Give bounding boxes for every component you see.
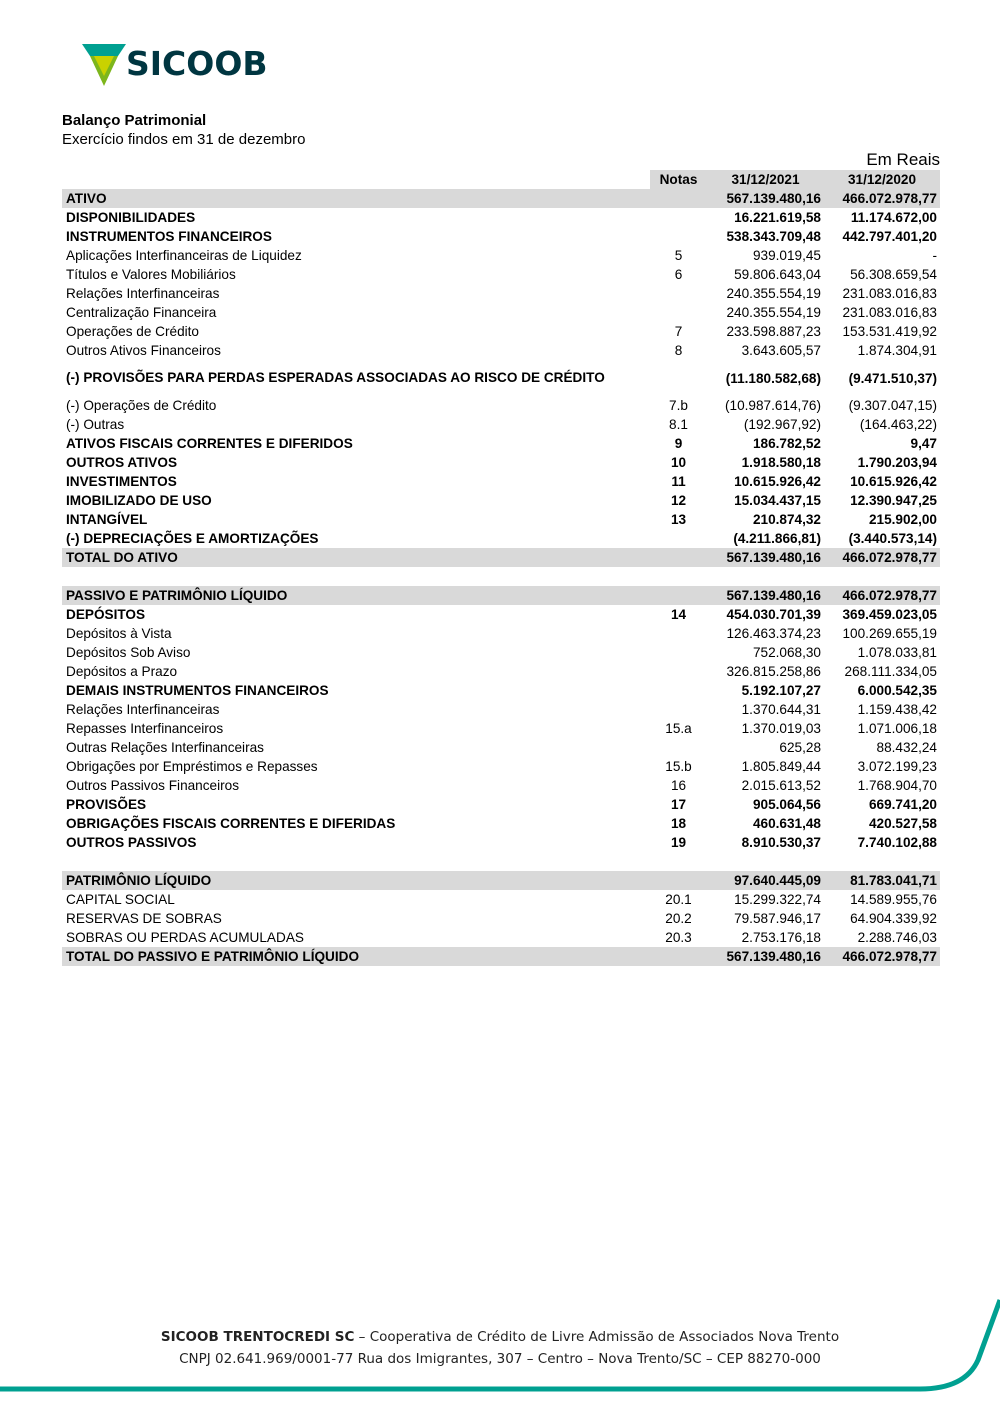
row-value-2020: 3.072.199,23 — [857, 759, 937, 774]
table-row — [62, 795, 940, 814]
row-label: OUTROS PASSIVOS — [66, 835, 197, 850]
row-label: Outras Relações Interfinanceiras — [66, 740, 264, 755]
row-notes — [650, 852, 707, 871]
document-title: Balanço Patrimonial — [62, 112, 207, 129]
table-row — [62, 303, 940, 322]
table-row — [62, 909, 940, 928]
row-value-2021: 79.587.946,17 — [734, 911, 821, 926]
row-value-2020: - — [932, 248, 937, 263]
table-row — [62, 227, 940, 246]
row-notes: 9 — [674, 436, 683, 451]
row-value-2020: 1.874.304,91 — [857, 343, 937, 358]
row-value-2021: 567.139.480,16 — [707, 548, 824, 567]
table-row — [62, 322, 940, 341]
row-label: Depósitos à Vista — [66, 626, 172, 641]
row-notes — [650, 643, 707, 662]
table-row — [62, 738, 940, 757]
row-value-2021: 2.015.613,52 — [741, 778, 821, 793]
row-label: PASSIVO E PATRIMÔNIO LÍQUIDO — [62, 586, 650, 605]
row-value-2020: 1.071.006,18 — [857, 721, 937, 736]
row-value-2021: 905.064,56 — [752, 797, 821, 812]
row-notes: 15.b — [665, 759, 692, 774]
row-value-2021: 939.019,45 — [752, 248, 821, 263]
row-notes: 7.b — [669, 398, 688, 413]
row-label: (-) PROVISÕES PARA PERDAS ESPERADAS ASSOCIADAS AO RISCO DE CRÉDITO — [66, 370, 605, 385]
row-notes — [650, 586, 707, 605]
row-label: Relações Interfinanceiras — [66, 286, 220, 301]
row-notes: 7 — [674, 324, 683, 339]
row-value-2020: 1.078.033,81 — [857, 645, 937, 660]
row-value-2020: 100.269.655,19 — [842, 626, 937, 641]
table-row — [62, 643, 940, 662]
row-notes: 8 — [674, 343, 683, 358]
table-row — [62, 548, 940, 567]
row-value-2021: 59.806.643,04 — [734, 267, 821, 282]
header-2020: 31/12/2020 — [824, 170, 940, 189]
table-row — [62, 415, 940, 434]
row-value-2020: 215.902,00 — [868, 512, 937, 527]
row-label: IMOBILIZADO DE USO — [66, 493, 212, 508]
table-row — [62, 510, 940, 529]
row-label: Operações de Crédito — [66, 324, 199, 339]
row-notes — [650, 662, 707, 681]
row-notes: 14 — [670, 607, 687, 622]
table-header-row — [62, 170, 940, 189]
row-notes — [650, 208, 707, 227]
row-value-2020: 153.531.419,92 — [842, 324, 937, 339]
footer-org-desc: – Cooperativa de Crédito de Livre Admissão de Associados Nova Trento — [354, 1329, 840, 1345]
row-value-2021: 538.343.709,48 — [726, 229, 821, 244]
row-notes — [650, 738, 707, 757]
row-notes: 20.2 — [665, 911, 692, 926]
row-label: OBRIGAÇÕES FISCAIS CORRENTES E DIFERIDAS — [66, 816, 396, 831]
row-label: PROVISÕES — [66, 797, 147, 812]
row-value-2021: 326.815.258,86 — [726, 664, 821, 679]
row-label: Depósitos Sob Aviso — [66, 645, 191, 660]
table-row — [62, 284, 940, 303]
row-notes — [650, 567, 707, 586]
row-notes — [650, 871, 707, 890]
row-label: (-) Operações de Crédito — [66, 398, 217, 413]
row-value-2020: 2.288.746,03 — [857, 930, 937, 945]
row-value-2021: 5.192.107,27 — [741, 683, 821, 698]
row-value-2020: 6.000.542,35 — [857, 683, 937, 698]
balance-sheet-table — [62, 170, 940, 966]
row-label: INTANGÍVEL — [66, 512, 148, 527]
table-row — [62, 947, 940, 966]
row-label: Outros Ativos Financeiros — [66, 343, 221, 358]
table-row — [62, 396, 940, 415]
row-label: INSTRUMENTOS FINANCEIROS — [66, 229, 272, 244]
row-notes — [650, 189, 707, 208]
row-label: Repasses Interfinanceiros — [66, 721, 224, 736]
row-value-2020: (9.307.047,15) — [848, 398, 937, 413]
table-row — [62, 719, 940, 738]
row-label: (-) Outras — [66, 417, 125, 432]
row-value-2020: 64.904.339,92 — [850, 911, 937, 926]
row-value-2020: 669.741,20 — [868, 797, 937, 812]
table-row — [62, 246, 940, 265]
row-value-2020: 442.797.401,20 — [842, 229, 937, 244]
row-label: Depósitos a Prazo — [66, 664, 178, 679]
row-value-2020: 466.072.978,77 — [824, 548, 940, 567]
row-value-2020: 88.432,24 — [876, 740, 937, 755]
row-value-2020: (3.440.573,14) — [848, 531, 937, 546]
row-value-2021: 16.221.619,58 — [734, 210, 821, 225]
row-value-2021: 1.805.849,44 — [741, 759, 821, 774]
row-value-2021: 2.753.176,18 — [741, 930, 821, 945]
sicoob-logo-icon — [80, 42, 128, 90]
row-value-2021: 15.299.322,74 — [734, 892, 821, 907]
row-value-2021: 8.910.530,37 — [741, 835, 821, 850]
table-row — [62, 567, 940, 586]
row-notes: 20.3 — [665, 930, 692, 945]
row-value-2021: 1.918.580,18 — [741, 455, 821, 470]
table-row — [62, 871, 940, 890]
row-value-2021: 240.355.554,19 — [726, 286, 821, 301]
table-row — [62, 189, 940, 208]
row-value-2020: 231.083.016,83 — [842, 286, 937, 301]
footer-org-name: SICOOB TRENTOCREDI SC — [160, 1329, 355, 1345]
row-value-2021: 210.874,32 — [752, 512, 821, 527]
row-value-2020: 1.768.904,70 — [857, 778, 937, 793]
table-row — [62, 757, 940, 776]
table-row — [62, 341, 940, 360]
row-notes: 15.a — [665, 721, 692, 736]
row-notes — [650, 227, 707, 246]
row-value-2021 — [707, 852, 824, 871]
row-value-2020: (164.463,22) — [859, 417, 937, 432]
row-notes — [650, 700, 707, 719]
row-label: INVESTIMENTOS — [66, 474, 177, 489]
row-value-2020: 466.072.978,77 — [824, 947, 940, 966]
row-value-2021: 567.139.480,16 — [707, 947, 824, 966]
row-value-2021: 567.139.480,16 — [707, 586, 824, 605]
document-subtitle: Exercício findos em 31 de dezembro — [62, 131, 306, 148]
row-value-2020: 12.390.947,25 — [850, 493, 937, 508]
row-notes: 16 — [670, 778, 687, 793]
row-value-2021: 454.030.701,39 — [726, 607, 821, 622]
row-label: TOTAL DO PASSIVO E PATRIMÔNIO LÍQUIDO — [62, 947, 650, 966]
sicoob-logo-text: SICOOB — [126, 44, 268, 83]
table-row — [62, 605, 940, 624]
row-label: Aplicações Interfinanceiras de Liquidez — [66, 248, 302, 263]
header-2021: 31/12/2021 — [707, 170, 824, 189]
row-value-2020: 466.072.978,77 — [824, 189, 940, 208]
table-row — [62, 265, 940, 284]
row-value-2020: 1.790.203,94 — [857, 455, 937, 470]
row-value-2021: 240.355.554,19 — [726, 305, 821, 320]
row-label: RESERVAS DE SOBRAS — [66, 911, 222, 926]
row-label: DEPÓSITOS — [66, 607, 146, 622]
row-value-2021: 233.598.887,23 — [726, 324, 821, 339]
row-label: SOBRAS OU PERDAS ACUMULADAS — [66, 930, 304, 945]
row-notes: 17 — [670, 797, 687, 812]
table-row — [62, 890, 940, 909]
row-value-2020: 56.308.659,54 — [850, 267, 937, 282]
table-row — [62, 624, 940, 643]
row-label: TOTAL DO ATIVO — [62, 548, 650, 567]
header-label-cell — [62, 170, 650, 189]
row-value-2020: 81.783.041,71 — [824, 871, 940, 890]
table-row — [62, 700, 940, 719]
table-row — [62, 852, 940, 871]
row-notes: 8.1 — [669, 417, 688, 432]
row-label: CAPITAL SOCIAL — [66, 892, 175, 907]
row-value-2021: 15.034.437,15 — [734, 493, 821, 508]
row-label: Títulos e Valores Mobiliários — [66, 267, 236, 282]
row-notes — [650, 548, 707, 567]
table-row — [62, 453, 940, 472]
row-value-2020: 369.459.023,05 — [842, 607, 937, 622]
row-value-2021: 126.463.374,23 — [726, 626, 821, 641]
row-value-2021: 10.615.926,42 — [734, 474, 821, 489]
row-value-2021: (4.211.866,81) — [733, 531, 821, 546]
row-value-2020: 7.740.102,88 — [857, 835, 937, 850]
table-row — [62, 360, 940, 396]
table-row — [62, 208, 940, 227]
row-notes: 11 — [671, 474, 686, 489]
row-label — [62, 852, 650, 871]
row-notes: 10 — [670, 455, 687, 470]
row-label: ATIVO — [62, 189, 650, 208]
row-value-2021: 567.139.480,16 — [707, 189, 824, 208]
row-notes — [650, 947, 707, 966]
row-value-2021: (10.987.614,76) — [725, 398, 821, 413]
row-value-2021: 625,28 — [779, 740, 821, 755]
row-notes: 18 — [670, 816, 687, 831]
table-row — [62, 472, 940, 491]
table-row — [62, 681, 940, 700]
row-value-2021: (192.967,92) — [743, 417, 821, 432]
table-row — [62, 491, 940, 510]
row-label: Obrigações por Empréstimos e Repasses — [66, 759, 318, 774]
row-label: DEMAIS INSTRUMENTOS FINANCEIROS — [66, 683, 329, 698]
row-label: Outros Passivos Financeiros — [66, 778, 240, 793]
row-label: DISPONIBILIDADES — [66, 210, 196, 225]
table-row — [62, 928, 940, 947]
row-value-2020: 11.174.672,00 — [850, 210, 937, 225]
row-value-2021 — [707, 567, 824, 586]
table-row — [62, 814, 940, 833]
header-notes: Notas — [650, 170, 707, 189]
footer-organization — [0, 1329, 1000, 1345]
row-value-2020: 1.159.438,42 — [857, 702, 937, 717]
row-notes: 19 — [670, 835, 687, 850]
row-value-2020: 420.527,58 — [868, 816, 937, 831]
row-notes — [650, 624, 707, 643]
row-notes — [650, 284, 707, 303]
row-notes: 5 — [674, 248, 683, 263]
row-notes: 20.1 — [665, 892, 692, 907]
row-notes: 6 — [674, 267, 683, 282]
table-row — [62, 662, 940, 681]
row-label: Centralização Financeira — [66, 305, 217, 320]
row-label: OUTROS ATIVOS — [66, 455, 178, 470]
row-notes — [650, 681, 707, 700]
row-value-2020 — [824, 852, 940, 871]
row-label: ATIVOS FISCAIS CORRENTES E DIFERIDOS — [66, 436, 353, 451]
row-value-2021: (11.180.582,68) — [725, 370, 821, 386]
currency-units: Em Reais — [866, 150, 940, 169]
table-row — [62, 529, 940, 548]
row-value-2020: 268.111.334,05 — [844, 664, 937, 679]
table-row — [62, 833, 940, 852]
row-notes — [650, 529, 707, 548]
row-value-2020: 10.615.926,42 — [850, 474, 937, 489]
row-value-2020: 231.083.016,83 — [842, 305, 937, 320]
row-value-2021: 1.370.019,03 — [741, 721, 821, 736]
row-label: (-) DEPRECIAÇÕES E AMORTIZAÇÕES — [66, 531, 319, 546]
row-value-2021: 97.640.445,09 — [707, 871, 824, 890]
footer-address: CNPJ 02.641.969/0001-77 Rua dos Imigrantes, 307 – Centro – Nova Trento/SC – CEP 88270-000 — [179, 1351, 821, 1367]
row-value-2021: 186.782,52 — [752, 436, 821, 451]
row-value-2020: 466.072.978,77 — [824, 586, 940, 605]
row-label: PATRIMÔNIO LÍQUIDO — [62, 871, 650, 890]
row-notes: 13 — [670, 512, 687, 527]
row-notes: 12 — [670, 493, 687, 508]
table-row — [62, 586, 940, 605]
row-value-2020: (9.471.510,37) — [848, 370, 937, 386]
row-value-2021: 1.370.644,31 — [741, 702, 821, 717]
row-label — [62, 567, 650, 586]
table-row — [62, 776, 940, 795]
sicoob-logo — [80, 42, 290, 92]
row-value-2021: 752.068,30 — [752, 645, 821, 660]
row-value-2020 — [824, 567, 940, 586]
row-value-2020: 14.589.955,76 — [850, 892, 937, 907]
table-row — [62, 434, 940, 453]
row-notes — [650, 303, 707, 322]
row-label: Relações Interfinanceiras — [66, 702, 220, 717]
row-value-2021: 3.643.605,57 — [741, 343, 821, 358]
row-notes — [650, 360, 707, 396]
row-value-2021: 460.631,48 — [752, 816, 821, 831]
row-value-2020: 9,47 — [910, 436, 937, 451]
